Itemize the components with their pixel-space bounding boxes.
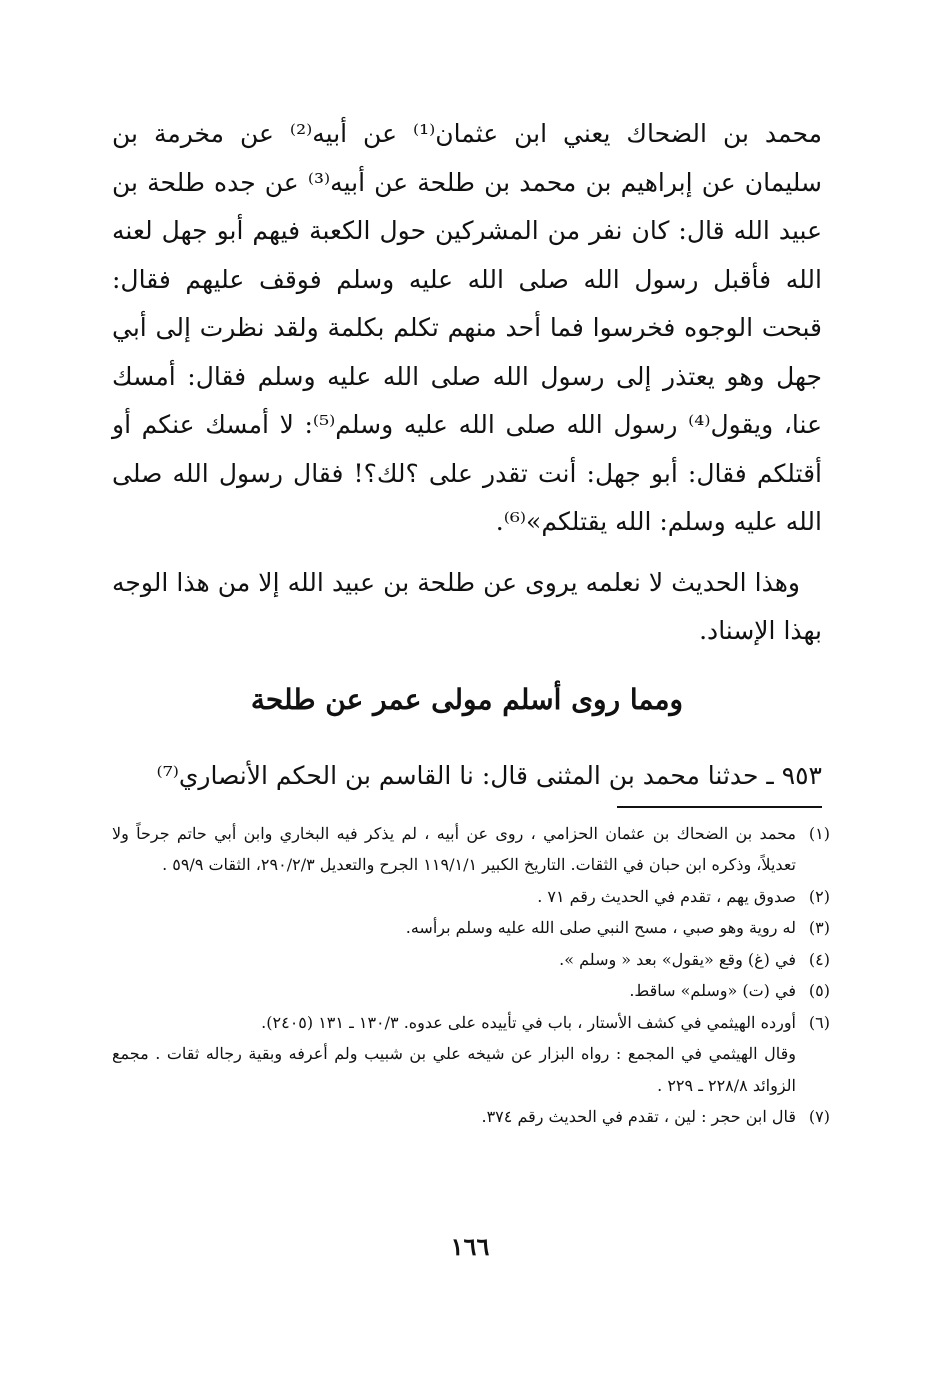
footnote-number: (٣)	[808, 918, 830, 937]
footnote-text: أورده الهيثمي في كشف الأستار ، باب في تأييده على عدوه. ١٣٠/٣ ـ ١٣١ (٢٤٠٥).	[261, 1012, 796, 1032]
commentary-paragraph: وهذا الحديث لا نعلمه يروى عن طلحة بن عبيد الله إلا من هذا الوجه بهذا الإسناد.	[112, 567, 822, 645]
page-number: ١٦٦	[450, 1232, 490, 1261]
section-heading: ومما روى أسلم مولى عمر عن طلحة	[250, 682, 684, 716]
page-content	[112, 110, 830, 1133]
footnote-separator	[617, 806, 822, 808]
footnote-number: (٥)	[808, 981, 830, 1000]
footnote-number: (٧)	[808, 1107, 830, 1126]
hadith-953-line: ٩٥٣ ـ حدثنا محمد بن المثنى قال: نا القاسم بن الحكم الأنصاري⁽⁷⁾	[156, 760, 822, 790]
hadith-text-paragraph: محمد بن الضحاك يعني ابن عثمان⁽¹⁾ عن أبيه⁽²⁾ عن مخرمة بن سليمان عن إبراهيم بن محمد بن طلحة عن أبيه⁽³⁾ عن جده طلحة بن عبيد الله قال: كان نفر من المشركين حول الكعبة فيهم أبو جهل لعنه الله فأقبل رسول الله صلى الله عليه وسلم فوقف عليهم فقال: قبحت الوجوه فخرسوا فما أحد منهم تكلم بكلمة ولقد نظرت إلى أبي جهل وهو يعتذر إلى رسول الله صلى الله عليه وسلم فقال: أمسك عنا، ويقول⁽⁴⁾ رسول الله صلى الله عليه وسلم⁽⁵⁾: لا أمسك عنكم أو أقتلكم فقال: أبو جهل: أنت تقدر على ؟لك؟! فقال رسول الله صلى الله عليه وسلم: الله يقتلكم»⁽⁶⁾.	[112, 119, 823, 536]
footnote-text: قال ابن حجر : لين ، تقدم في الحديث رقم ٣٧٤.	[481, 1107, 796, 1126]
footnote-number: (٤)	[808, 949, 830, 969]
footnote-number: (١)	[808, 823, 830, 843]
footnote-6	[112, 1007, 830, 1039]
footnote-number: (٢)	[808, 886, 830, 906]
footnote-text: له روية وهو صبي ، مسح النبي صلى الله عليه وسلم برأسه.	[405, 918, 796, 937]
footnote-4	[112, 944, 830, 976]
footnote-text: في (ت) «وسلم» ساقط.	[629, 981, 796, 1000]
footnote-5	[112, 975, 830, 1007]
footnotes	[112, 818, 830, 1133]
footnote-number: (٦)	[808, 1012, 830, 1032]
footnote-text: محمد بن الضحاك بن عثمان الحزامي ، روى عن أبيه ، لم يذكر فيه البخاري وابن أبي حاتم جرحاً ولا تعديلاً، وذكره ابن حبان في الثقات. التاريخ الكبير ١١٩/١/١ الجرح والتعديل ٢٩٠/٢/٣، الثقات ٥٩/٩ .	[112, 823, 796, 874]
main-text	[112, 110, 822, 656]
footnote-text: صدوق يهم ، تقدم في الحديث رقم ٧١ .	[537, 886, 796, 906]
footnote-3	[112, 912, 830, 944]
footnote-2	[112, 881, 830, 913]
footnote-6-continuation: وقال الهيثمي في المجمع : رواه البزار عن شيخه علي بن شبيب ولم أعرفه وبقية رجاله ثقات . مجمع الزوائد ٢٢٨/٨ ـ ٢٢٩ .	[112, 1044, 797, 1095]
footnote-1	[112, 818, 830, 881]
footnote-7	[112, 1101, 830, 1133]
footnote-text: في (غ) وقع «يقول» بعد « وسلم ».	[559, 949, 796, 969]
